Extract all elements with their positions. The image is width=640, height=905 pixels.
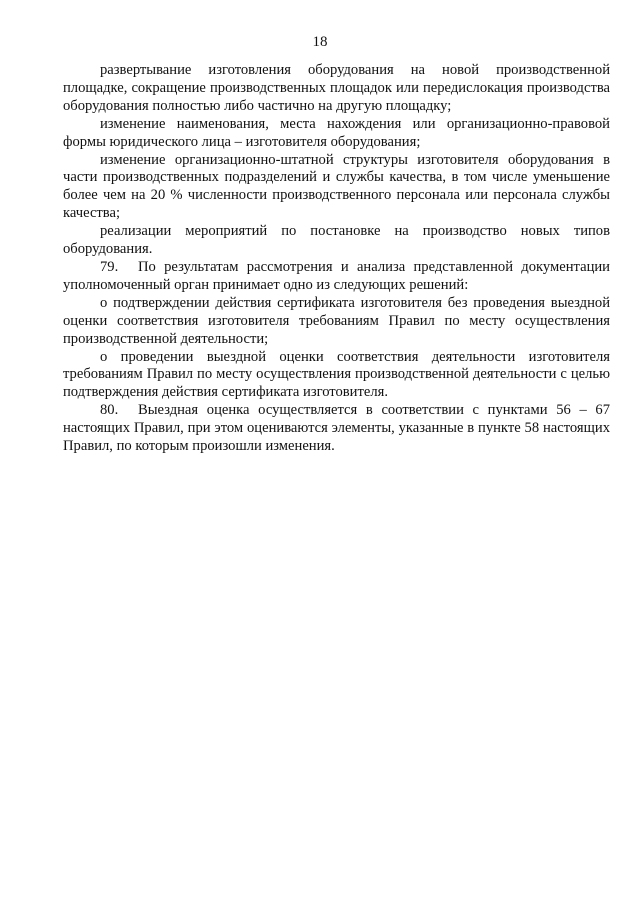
item-79-text: По результатам рассмотрения и анализа представленной документации уполномоченный орган принимает одно из следующих решений: — [63, 258, 610, 293]
item-80-text: Выездная оценка осуществляется в соответствии с пунктами 56 – 67 настоящих Правил, при этом оцениваются элементы, указанные в пункте 58 настоящих Правил, по которым произошли изменения. — [63, 402, 610, 455]
item-79 — [63, 259, 610, 295]
item-80-number: 80. — [100, 402, 119, 419]
document-body — [63, 62, 610, 456]
item-80 — [63, 402, 610, 456]
decision-confirm: о подтверждении действия сертификата изготовителя без проведения выездной оценки соответствия изготовителя требованиям Правил по месту осуществления производственной деятельности; — [63, 294, 610, 347]
item-79-number: 79. — [100, 258, 119, 275]
page-number: 18 — [312, 34, 328, 50]
decision-onsite-assessment: о проведении выездной оценки соответствия деятельности изготовителя требованиям Правил по месту осуществления производственной деятельности с целью подтверждения действия сертификата изготовителя. — [63, 348, 610, 401]
paragraph-new-types: реализации мероприятий по постановке на производство новых типов оборудования. — [63, 223, 610, 258]
paragraph-relocation: развертывание изготовления оборудования на новой производственной площадке, сокращение производственных площадок или передислокация производства оборудования полностью либо частично на другую площадку; — [63, 62, 610, 114]
paragraph-name-change: изменение наименования, места нахождения или организационно-правовой формы юридического лица – изготовителя оборудования; — [63, 115, 610, 150]
paragraph-structure-change: изменение организационно-штатной структуры изготовителя оборудования в части производственных подразделений и службы качества, в том числе уменьшение более чем на 20 % численности производственного персонала или персонала службы качества; — [63, 151, 610, 222]
